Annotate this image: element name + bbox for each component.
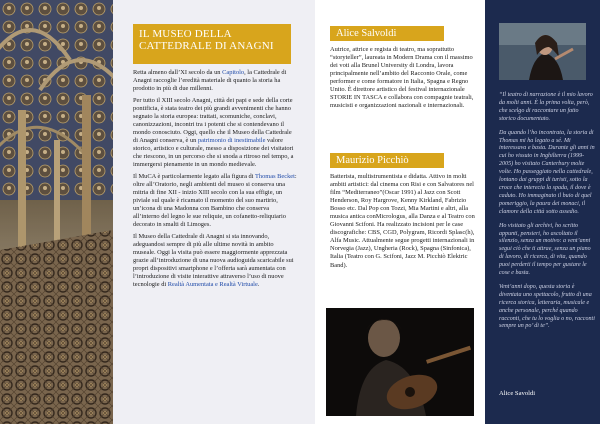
quote-paragraph-4: Vent’anni dopo, questa storia è diventata uno spettacolo, frutto di una ricerca storica, letteraria, musicale e anche personale, perché quando racconti, che tu lo voglia o no, racconti sempre un po’ di te”. [499, 283, 595, 330]
musician-illustration [326, 308, 474, 416]
author-portrait-illustration [499, 23, 586, 80]
author-portrait [499, 23, 586, 80]
highlight-becket: Thomas Becket [254, 172, 295, 180]
museum-text [133, 69, 297, 293]
performer-bio-2 [330, 173, 476, 270]
text-run: Retta almeno dall’XI secolo da un [133, 69, 223, 76]
text-run: , la Cattedrale di Anagni raccoglie l’eredità materiale di quanto la storia ha prodotto in più di due millenni. [133, 69, 287, 93]
performer-bio-1 [330, 46, 476, 110]
highlight-realta: Realtà Aumentata e Realtà Virtuale [167, 280, 258, 288]
museum-paragraph-1 [133, 69, 297, 93]
highlight-capitolo: Capitolo [222, 69, 245, 76]
text-run: . [257, 280, 260, 288]
quote-paragraph-1: “Il teatro di narrazione è il mio lavoro da molti anni. È la prima volta, però, che scelgo di raccontare un fatto storico documentato. [499, 92, 593, 122]
museum-title-line2: CATTEDRALE DI ANAGNI [139, 40, 274, 52]
crypt-illustration [0, 0, 113, 424]
performers-panel [315, 0, 485, 424]
bio-text: Autrice, attrice e regista di teatro, ma soprattutto “storyteller”, laureata in Modern Drama con il massimo dei voti alla Brunel University di Londra, lavora principalmente nell’ambito del Racconto Orale, come performer e come formatore in Italia, Spagna e Regno Unito. È direttore artistico del festival internazionale STORIE IN TASCA e collabora con compagnie teatrali, musicisti e organizzazioni nazionali e internazionali. [330, 46, 474, 110]
text-run: : oltre all’Oratorio, negli ambienti del museo si conserva una mitria di fine XII - inizio XIII secolo con la sua effigie, un piviale sul quale è ricamato il momento del suo martirio, un’icona di una Madonna con Bambino che conserva all’interno del legno le sue reliquie, un cofanetto-reliquiario decorato in smalti di Limoges. [133, 172, 297, 229]
museum-paragraph-3 [133, 173, 297, 229]
museum-title [133, 24, 291, 64]
quote-paragraph-3: Ho visitato gli archivi, ho scritto appunti, pensieri, ho ascoltato il silenzio, senza un motivo: a vent’anni segui ciò che ti attrae, senza un piano di lavoro, di ricerca, di vita, quando puoi perderti il tempo per gustare le cose e basta. [499, 222, 591, 277]
museum-title-line1: IL MUSEO DELLA [139, 28, 232, 40]
quote-paragraph-2: Da quando l’ho incontrata, la storia di Thomas mi ha legato a sé. Mi interessava e basta. Durante gli anni in cui ho vissuto in Inghilterra (1999-2005) ho visitato Canterbury molte volte. Ho passeggiato nella cattedrale, lontano dai gruppi di turisti, sotto la croce che interecia la spada, il dove è caduto. Ho immaginato il buio di quel pomeriggio, la paura dei monaci, il clamore della città sotto assedio. [499, 129, 595, 215]
text-run: Il Museo della Cattedrale di Anagni si sta innovando, adeguandosi sempre di più alle ultime novità in ambito museale. Oggi la visita può essere maggiormente apprezzata grazie all’introduzione di una nuova audioguida scaricabile sui propri dispositivi smartphone e l’offerta sarà aumentata con l’introduzione di visite interattive attraverso l’uso di nuove tecnologie di [133, 232, 294, 288]
crypt-photo [0, 0, 113, 424]
author-quote [499, 92, 595, 337]
museum-paragraph-2 [133, 97, 297, 169]
bio-text: Batterista, multistrumentista e didatta. Attivo in molti ambiti artistici: dal cinema con Risi e con Salvatores nel film “Mediterraneo”(Oscar 1991) al Jazz con Scott Henderson, Roy Hargrove, Kenny Kirkland, Fabrizio Bosso etc. Dal Pop con Tozzi, Mia Martini e altri, alla musica antica conMicrologus, alla Danza e al Teatro con Giovanni Scifoni. Ha realizzato incisioni per le case discografiche: CBS, CGD, Polygram, Ricordi Splasc(h), Alfa Music. Attualmente segue progetti internazionali in Norvegia (Jazz), Ungheria (Rock), Spagna (Sinfonica), Italia (Teatro con G. Scifoni, Jazz M. Picchiò Elektric Band). [330, 173, 475, 269]
text-run: valore storico, artistico e culturale, messo a disposizione dei visitatori che riescono, in un percorso che si snoda a ritroso nel tempo, a immergersi pienamente in un mondo medievale. [133, 136, 294, 169]
musician-photo [326, 308, 474, 416]
museum-panel [113, 0, 315, 424]
quote-signature: Alice Savoldi [499, 390, 536, 397]
text-run: Per tutto il XIII secolo Anagni, città dei papi e sede della corte pontificia, è stata teatro dei più grandi avvenimenti che hanno segnato la storia europea: trattati, scomuniche, conclavi, canonizzazioni, incontri tra i potenti che si contendevano il mondo conosciuto. Oggi, quello che il Museo della Cattedrale di Anagni conserva, è un [133, 96, 293, 144]
quote-panel [485, 0, 600, 424]
museum-paragraph-4 [133, 233, 297, 289]
text-run: Il MuCA è particolarmente legato alla figura di [133, 172, 255, 180]
performer-name-2: Maurizio Picchiò [330, 153, 444, 168]
highlight-patrimonio: patrimonio di inestimabile [197, 136, 266, 144]
performer-name-1: Alice Salvoldi [330, 26, 444, 41]
